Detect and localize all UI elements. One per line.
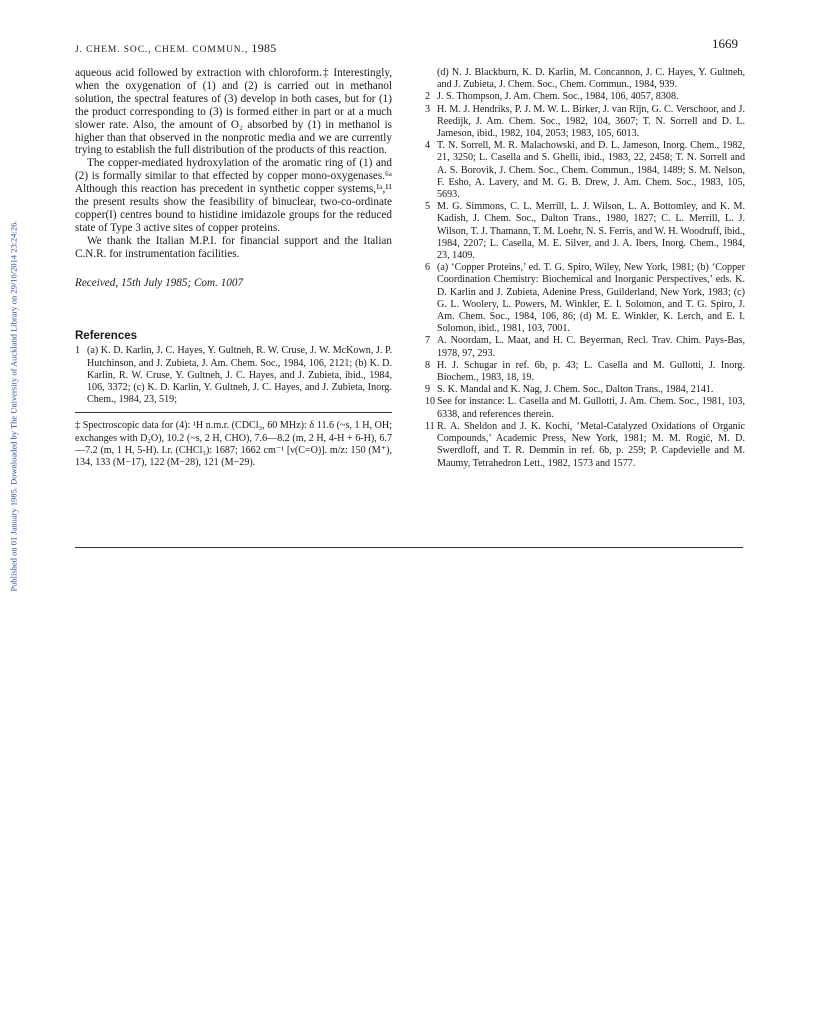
reference-number: 5 xyxy=(425,201,431,213)
reference-number: 2 xyxy=(425,91,431,103)
page-bottom-rule xyxy=(75,547,743,548)
left-column xyxy=(75,67,392,469)
reference-item xyxy=(425,396,745,420)
paragraph: The copper-mediated hydroxylation of the aromatic ring of (1) and (2) is formally similar to that effected by copper mono-oxygenases.⁶ᵃ Although this reaction has precedent in synthetic copper systems,¹ᵃ,¹¹ the present results show the feasibility of binuclear, two-co-ordinate copper(I) centres bound to histidine imidazole groups for the reduced state of Type 3 active sites of copper proteins. xyxy=(75,157,392,234)
received-date: Received, 15th July 1985; Com. 1007 xyxy=(75,276,244,289)
download-watermark xyxy=(2,168,26,643)
reference-text: (a) ‘Copper Proteins,’ ed. T. G. Spiro, Wiley, New York, 1981; (b) ‘Copper Coordination Chemistry: Biochemical and Inorganic Perspectives,’ eds. K. D. Karlin and J. Zubieta, Adenine Press, Guilderland, New York, 1983; (c) G. L. Woolery, L. Powers, M. Winkler, E. I. Solomon, and T. G. Spiro, J. Am. Chem. Soc., 1984, 106, 86; (d) M. E. Winkler, K. Lerch, and E. I. Solomon, ibid., 1981, 103, 7001. xyxy=(437,262,745,335)
reference-number: 1 xyxy=(75,345,81,357)
reference-item xyxy=(425,384,745,396)
reference-text: (a) K. D. Karlin, J. C. Hayes, Y. Gultneh, R. W. Cruse, J. W. McKown, J. P. Hutchinson, and J. Zubieta, J. Am. Chem. Soc., 1984, 106, 2121; (b) K. D. Karlin, R. W. Cruse, Y. Gultneh, J. C. Hayes, and J. Zubieta, ibid., 1984, 106, 3372; (c) K. D. Karlin, Y. Gultneh, J. C. Hayes, and J. Zubieta, Inorg. Chem., 1984, 23, 519; xyxy=(87,345,392,406)
reference-number: 8 xyxy=(425,359,431,371)
reference-number: 11 xyxy=(425,420,435,432)
download-watermark-text: Published on 01 January 1985. Downloaded by The University of Auckland Library on 29/10/2014 23:24:26. xyxy=(9,219,19,592)
reference-item xyxy=(425,140,745,201)
running-header xyxy=(75,41,277,56)
reference-item xyxy=(425,201,745,262)
reference-text: See for instance: L. Casella and M. Gullotti, J. Am. Chem. Soc., 1981, 103, 6338, and references therein. xyxy=(437,396,745,420)
reference-text: H. J. Schugar in ref. 6b, p. 43; L. Casella and M. Gullotti, J. Inorg. Biochem., 1983, 18, 19. xyxy=(437,359,745,384)
reference-number: 7 xyxy=(425,335,431,347)
paragraph: aqueous acid followed by extraction with chloroform.‡ Interestingly, when the oxygenation of (1) and (2) is carried out in methanol solution, the spectral features of (3) develop in both cases, but for (1) the product corresponding to (3) is formed either in part or at a much slower rate. Also, the amount of O₂ absorbed by (1) in methanol is higher than that observed in the nonprotic media and we are currently trying to establish the full distribution of the products of this reaction. xyxy=(75,67,392,157)
reference-text: J. S. Thompson, J. Am. Chem. Soc., 1984, 106, 4057, 8308. xyxy=(437,91,679,103)
reference-text: M. G. Simmons, C. L. Merrill, L. J. Wilson, L. A. Bottomley, and K. M. Kadish, J. Chem. Soc., Dalton Trans., 1980, 1827; C. L. Merrill, L. J. Wilson, T. J. Thamann, T. M. Loehr, N. S. Ferris, and W. H. Woodruff, ibid., 1984, 2207; L. Casella, M. E. Silver, and J. A. Ibers, Inorg. Chem., 1984, 23, 1409. xyxy=(437,201,745,262)
page-number: 1669 xyxy=(712,36,738,51)
reference-number: 10 xyxy=(425,396,436,408)
reference-item xyxy=(425,335,745,359)
reference-text: A. Noordam, L. Maat, and H. C. Beyerman, Recl. Trav. Chim. Pays-Bas, 1978, 97, 293. xyxy=(437,335,745,359)
reference-text: (d) N. J. Blackburn, K. D. Karlin, M. Concannon, J. C. Hayes, Y. Gultneh, and J. Zubieta, J. Chem. Soc., Chem. Commun., 1984, 939. xyxy=(437,67,745,91)
reference-text: H. M. J. Hendriks, P. J. M. W. L. Birker, J. van Rijn, G. C. Verschoor, and J. Reedijk, J. Am. Chem. Soc., 1982, 104, 3607; T. N. Sorrell and D. L. Jameson, ibid., 1982, 104, 2053; 1983, 105, 6013. xyxy=(437,103,745,140)
reference-item xyxy=(425,421,745,470)
journal-year: 1985 xyxy=(251,41,277,55)
references-heading: References xyxy=(75,329,138,342)
reference-number: 4 xyxy=(425,140,431,152)
reference-text: R. A. Sheldon and J. K. Kochi, ‘Metal-Catalyzed Oxidations of Organic Compounds,’ Academic Press, New York, 1981; M. M. Rogić, M. D. Swerdloff, and T. R. Demmin in ref. 6b, p. 259; P. Capdevielle and M. Maumy, Tetrahedron Lett., 1982, 1573 and 1577. xyxy=(437,420,745,469)
reference-item xyxy=(425,360,745,384)
acknowledgement: We thank the Italian M.P.I. for financial support and the Italian C.N.R. for instrumentation facilities. xyxy=(75,234,392,260)
reference-text: T. N. Sorrell, M. R. Malachowski, and D. L. Jameson, Inorg. Chem., 1982, 21, 3250; L. Casella and S. Ghelli, ibid., 1983, 22, 2458; T. N. Sorrell and A. S. Borovik, J. Chem. Soc., Chem. Commun., 1984, 1489; S. M. Nelson, F. Esho, A. Lavery, and M. G. B. Drew, J. Am. Chem. Soc., 1983, 105, 5693. xyxy=(437,140,745,201)
reference-number: 3 xyxy=(425,103,431,115)
reference-item xyxy=(75,345,392,406)
footnote: ‡ Spectroscopic data for (4): ¹H n.m.r. (CDCl₃, 60 MHz): δ 11.6 (~s, 1 H, OH; exchanges with D₂O), 10.2 (~s, 2 H, CHO), 7.6—8.2 (m, 2 H, 4-H + 6-H), 6.7—7.2 (m, 1 H, 5-H). I.r. (CHCl₃): 1687; 1662 cm⁻¹ [ν(C=O)]. m/z: 150 (M⁺), 134, 133 (M−17), 122 (M−28), 121 (M−29). xyxy=(75,420,392,469)
reference-item xyxy=(425,104,745,141)
reference-item xyxy=(425,67,745,91)
reference-text: S. K. Mandal and K. Nag, J. Chem. Soc., Dalton Trans., 1984, 2141. xyxy=(437,384,714,396)
footnote-rule xyxy=(75,412,392,413)
right-column xyxy=(425,67,745,470)
journal-name: J. CHEM. SOC., CHEM. COMMUN., xyxy=(75,45,249,55)
reference-item xyxy=(425,91,745,103)
reference-number: 9 xyxy=(425,384,431,396)
reference-number: 6 xyxy=(425,262,431,274)
reference-item xyxy=(425,262,745,335)
